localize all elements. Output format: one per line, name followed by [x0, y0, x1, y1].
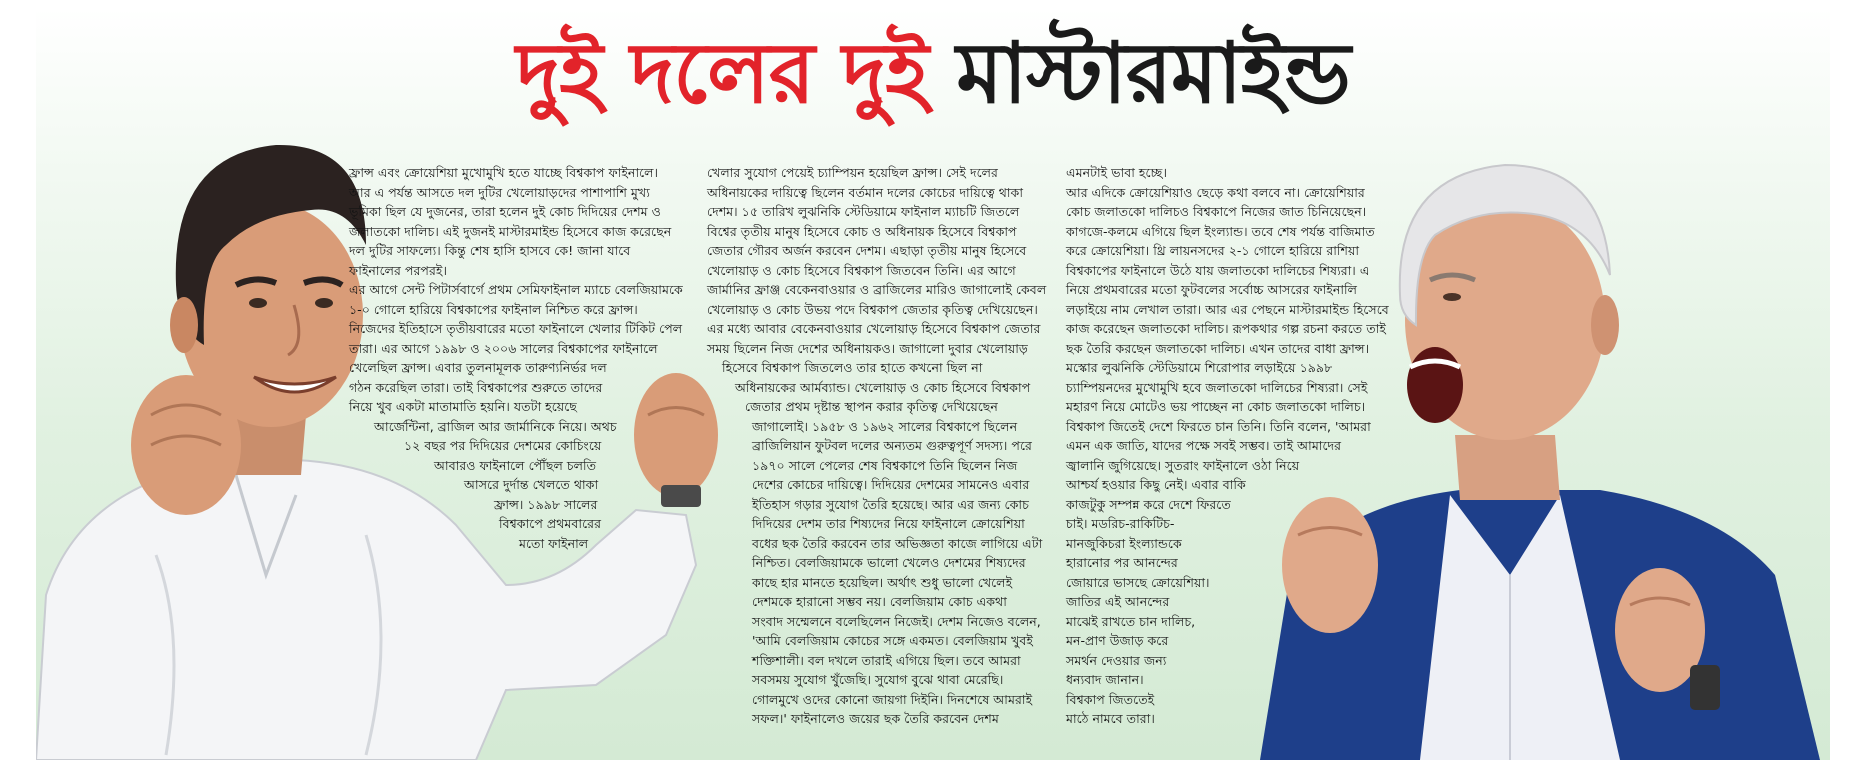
article-line: নিয়ে প্রথমবারের মতো ফুটবলের সর্বোচ্চ আসরের ফাইনালি: [1066, 282, 1357, 297]
article-line: জলাতকো দালিচ। এই দুজনই মাস্টারমাইন্ড হিসেবে কাজ করেছেন: [349, 223, 672, 239]
article-line: ১-০ গোলে হারিয়ে বিশ্বকাপের ফাইনাল নিশ্চিত করে ফ্রান্স।: [349, 301, 638, 317]
article-line: ফাইনালের পরপরই।: [349, 262, 447, 278]
article-line: এমন এক জাতি, যাদের পক্ষে সবই সম্ভব। তাই আমাদের: [1066, 438, 1342, 453]
article-line: ভূমিকা ছিল যে দুজনের, তারা হলেন দুই কোচ দিদিয়ের দেশম ও: [349, 204, 661, 219]
page-headline: [0, 18, 1866, 128]
article-line: দেশের কোচের দায়িত্বে। দিদিয়ের দেশমের সামনেও এবার: [752, 477, 1030, 492]
article-line: বিশ্বের তৃতীয় মানুষ হিসেবে কোচ ও অধিনায়ক হিসেবে বিশ্বকাপ: [707, 223, 1017, 239]
article-line: জাতির এই আনন্দের: [1066, 594, 1170, 609]
article-line: নিজেদের ইতিহাসে তৃতীয়বারের মতো ফাইনালে খেলার টিকিট পেল: [349, 321, 683, 336]
article-line: বধের ছক তৈরি করবেন তার অভিজ্ঞতা কাজে লাগিয়ে এটা: [752, 535, 1043, 551]
article-line: গঠন করেছিল তারা। তাই বিশ্বকাপের শুরুতে তাদের: [349, 379, 603, 395]
article-line: আসরে দুর্দান্ত খেলতে থাকা: [464, 477, 599, 492]
article-line: চ্যাম্পিয়নদের মুখোমুখি হবে জলাতকো দালিচের শিষ্যরা। সেই: [1066, 379, 1368, 395]
article-line: মন-প্রাণ উজাড় করে: [1066, 633, 1169, 648]
article-line: বিশ্বকাপ জিততেই: [1066, 691, 1155, 707]
article-line: খেলেছিল ফ্রান্স। এবার তুলনামূলক তারুণ্যনির্ভর দল: [349, 360, 607, 375]
article-line: ১২ বছর পর দিদিয়ের দেশমের কোচিংয়ে: [404, 438, 602, 453]
article-line: সবসময় সুযোগ খুঁজেছি। সুযোগ বুঝে থাবা মেরেছি।: [752, 672, 1004, 687]
article-line: কাজটুকু সম্পন্ন করে দেশে ফিরতে: [1066, 496, 1231, 512]
article-line: হিসেবে বিশ্বকাপ জিতলেও তার হাতে কখনো ছিল না: [722, 360, 983, 375]
article-line: জার্মানির ফ্রাঞ্জ বেকেনবাওয়ার ও ব্রাজিলের মারিও জাগালোই কেবল: [707, 282, 1047, 297]
headline-black-part: মাস্টারমাইন্ড: [956, 24, 1350, 122]
article-line: খেলোয়াড় ও কোচ হিসেবে বিশ্বকাপ জিতবেন তিনি। এর আগে: [707, 262, 1016, 278]
article-line: মাঠে নামবে তারা।: [1066, 711, 1155, 726]
article-line: জাগালোই। ১৯৫৮ ও ১৯৬২ সালের বিশ্বকাপে ছিলেন: [752, 418, 1018, 434]
article-line: এর মধ্যে আবার বেকেনবাওয়ার খেলোয়াড় হিসেবে বিশ্বকাপ জেতার: [707, 321, 1041, 336]
article-line: আর্জেন্টিনা, ব্রাজিল আর জার্মানিকে নিয়ে। অথচ: [374, 418, 617, 434]
article-line: এর আগে সেন্ট পিটার্সবার্গে প্রথম সেমিফাইনাল ম্যাচে বেলজিয়ামকে: [349, 282, 683, 297]
article-line: দল দুটির সাফল্যে। কিন্তু শেষ হাসি হাসবে কে! জানা যাবে: [349, 243, 631, 258]
article-line: জোয়ারে ভাসছে ক্রোয়েশিয়া।: [1066, 574, 1210, 590]
article-line: বিশ্বকাপে প্রথমবারের: [499, 516, 602, 531]
article-line: চাই। মডরিচ-রাকিটিচ-: [1066, 516, 1175, 531]
article-line: বিশ্বকাপ জিতেই দেশে ফিরতে চান তিনি। তিনি বলেন, 'আমরা: [1066, 418, 1371, 434]
article-line: হারানোর পর আনন্দের: [1066, 555, 1178, 570]
article-column-1: [349, 163, 683, 553]
headline-red-part: দুই দলের দুই: [516, 24, 928, 122]
article-line: মস্কোর লুঝনিকি স্টেডিয়ামে শিরোপার লড়াইয়ে ১৯৯৮: [1066, 360, 1333, 375]
article-line: সময় ছিলেন নিজ দেশের অধিনায়কও। জাগালো দুবার খেলোয়াড়: [707, 340, 1028, 356]
article-line: দিদিয়ের দেশম তার শিষ্যদের নিয়ে ফাইনালে ক্রোয়েশিয়া: [752, 516, 1025, 531]
article-line: ধন্যবাদ জানান।: [1066, 672, 1144, 687]
article-line: জেতার প্রথম দৃষ্টান্ত স্থাপন করার কৃতিত্ব দেখিয়েছেন: [745, 399, 998, 414]
article-line: কাগজে-কলমে এগিয়ে ছিল ইংল্যান্ড। তবে শেষ পর্যন্ত বাজিমাত: [1066, 223, 1375, 239]
article-column-2: [707, 163, 1046, 729]
article-line: আশ্চর্য হওয়ার কিছু নেই। এবার বাকি: [1066, 477, 1246, 492]
article-line: অধিনায়কের দায়িত্বে ছিলেন বর্তমান দলের কোচের দায়িত্বে থাকা: [707, 184, 1024, 200]
article-line: গোলমুখে ওদের কোনো জায়গা দিইনি। দিনশেষে আমরাই: [752, 691, 1033, 707]
article-line: সংবাদ সম্মেলনে বলেছিলেন নিজেই। দেশম নিজেও বলেন,: [752, 613, 1041, 629]
article-line: কাজ করেছেন জলাতকো দালিচ। রূপকথার গল্প রচনা করতে তাই: [1066, 321, 1386, 336]
article-line: কাছে হার মানতে হয়েছিল। অর্থাৎ শুধু ভালো খেলেই: [752, 574, 1013, 590]
article-line: মহারণ নিয়ে মোটেও ভয় পাচ্ছেন না কোচ জলাতকো দালিচ।: [1066, 399, 1366, 414]
article-line: করে ক্রোয়েশিয়া। থ্রি লায়নসদের ২-১ গোলে হারিয়ে রাশিয়া: [1066, 243, 1360, 258]
article-line: এমনটাই ভাবা হচ্ছে।: [1066, 165, 1167, 180]
article-line: জেতার গৌরব অর্জন করবেন দেশম। এছাড়া তৃতীয় মানুষ হিসেবে: [707, 243, 1027, 258]
article-line: দেশম। ১৫ তারিখ লুঝনিকি স্টেডিয়ামে ফাইনাল ম্যাচটি জিতলে: [707, 204, 1020, 219]
article-line: নিশ্চিত। বেলজিয়ামকে ভালো খেলেও দেশমের শিষ্যদের: [752, 555, 1026, 570]
article-line: মতো ফাইনাল: [519, 535, 589, 551]
article-line: ব্রাজিলিয়ান ফুটবল দলের অন্যতম গুরুত্বপূর্ণ সদস্য। পরে: [752, 438, 1032, 453]
article-line: সফল।' ফাইনালেও জয়ের ছক তৈরি করবেন দেশম: [752, 711, 999, 726]
article-line: নিয়ে খুব একটা মাতামাতি হয়নি। যতটা হয়েছে: [349, 399, 577, 414]
article-line: মাঝেই রাখতে চান দালিচ,: [1066, 613, 1196, 629]
article-line: আর এ পর্যন্ত আসতে দল দুটির খেলোয়াড়দের পাশাপাশি মুখ্য: [349, 184, 650, 200]
article-line: শক্তিশালী। বল দখলে তারাই এগিয়ে ছিল। তবে আমরা: [752, 652, 1021, 668]
article-line: ১৯৭০ সালে পেলের শেষ বিশ্বকাপে তিনি ছিলেন নিজ: [752, 457, 1018, 473]
article-line: মানজুকিচরা ইংল্যান্ডকে: [1066, 535, 1182, 551]
article-line: ছক তৈরি করছেন জলাতকো দালিচ। এখন তাদের বাধা ফ্রান্স।: [1066, 340, 1370, 356]
article-line: খেলোয়াড় ও কোচ উভয় পদে বিশ্বকাপ জেতার কৃতিত্ব দেখিয়েছেন।: [707, 301, 1038, 317]
article-line: ফ্রান্স। ১৯৯৮ সালের: [494, 496, 598, 512]
article-line: লড়াইয়ে নাম লেখাল তারা। আর এর পেছনে মাস্টারমাইন্ড হিসেবে: [1066, 301, 1389, 317]
article-line: আর এদিকে ক্রোয়েশিয়াও ছেড়ে কথা বলবে না। ক্রোয়েশিয়ার: [1066, 184, 1365, 200]
article-column-3: [1066, 163, 1389, 729]
article-line: ইতিহাস গড়ার সুযোগ তৈরি হয়েছে। আর এর জন্য কোচ: [752, 496, 1029, 512]
article-line: বিশ্বকাপের ফাইনালে উঠে যায় জলাতকো দালিচের শিষ্যরা। এ: [1066, 262, 1370, 278]
article-line: তারা। এর আগে ১৯৯৮ ও ২০০৬ সালের বিশ্বকাপের ফাইনালে: [349, 340, 658, 356]
article-line: অধিনায়কের আর্মব্যান্ড। খেলোয়াড় ও কোচ হিসেবে বিশ্বকাপ: [735, 379, 1031, 395]
article-line: সমর্থন দেওয়ার জন্য: [1066, 652, 1167, 668]
article-line: দেশমকে হারানো সম্ভব নয়। বেলজিয়াম কোচ একথা: [752, 594, 1007, 609]
article-line: কোচ জলাতকো দালিচও বিশ্বকাপে নিজের জাত চিনিয়েছেন।: [1066, 204, 1367, 219]
article-line: 'আমি বেলজিয়াম কোচের সঙ্গে একমত। বেলজিয়াম খুবই: [752, 633, 1033, 648]
article-line: খেলার সুযোগ পেয়েই চ্যাম্পিয়ন হয়েছিল ফ্রান্স। সেই দলের: [707, 165, 998, 180]
article-line: ফ্রান্স এবং ক্রোয়েশিয়া মুখোমুখি হতে যাচ্ছে বিশ্বকাপ ফাইনালে।: [349, 165, 659, 180]
article-line: আবারও ফাইনালে পৌঁছল চলতি: [434, 457, 597, 473]
article-line: জ্বালানি জুগিয়েছে। সুতরাং ফাইনালে ওঠা নিয়ে: [1066, 457, 1300, 473]
